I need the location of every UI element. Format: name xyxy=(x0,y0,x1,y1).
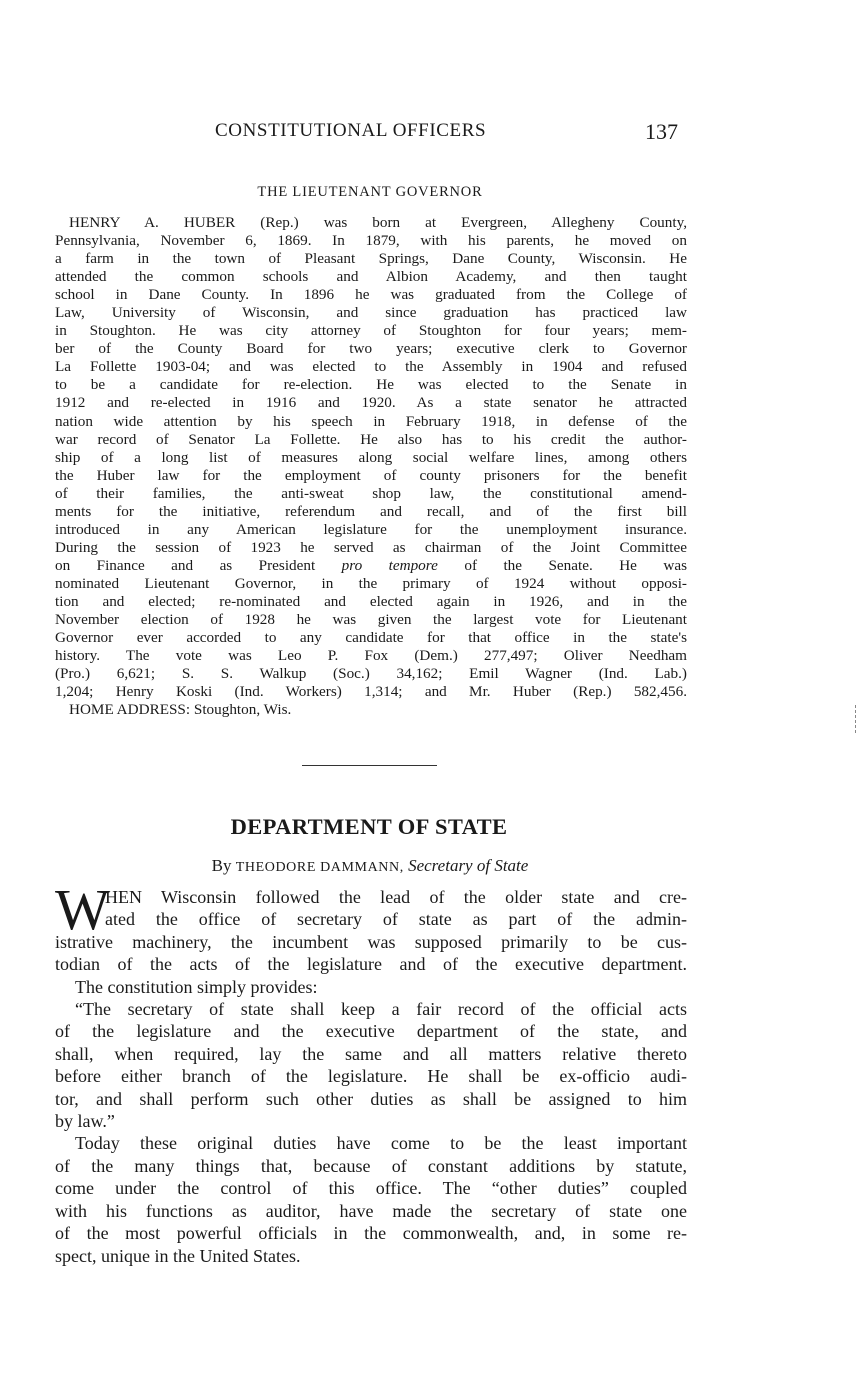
department-title: DEPARTMENT OF STATE xyxy=(230,814,508,839)
bio-line: 1912 and re-elected in 1916 and 1920. As a state senator he attracted xyxy=(55,394,687,412)
body-line: spect, unique in the United States. xyxy=(55,1245,301,1266)
section-divider xyxy=(302,765,437,766)
body-line: todian of the acts of the legislature and of the executive department. xyxy=(55,954,687,975)
bio-line: introduced in any American legislature for the unemployment insurance. xyxy=(55,520,687,538)
lieutenant-governor-biography xyxy=(55,214,687,719)
department-of-state-text xyxy=(55,877,687,1267)
bio-text: of the Senate. He was xyxy=(464,556,687,574)
bio-line-pro-tempore xyxy=(55,557,687,575)
page-number: 137 xyxy=(645,119,678,144)
quote-line: shall, when required, lay the same and all matters relative thereto xyxy=(55,1043,687,1064)
quote-line: of the legislature and the executive department of the state, and xyxy=(55,1021,687,1042)
bio-line: to be a candidate for re-election. He was elected to the Senate in xyxy=(55,376,687,394)
bio-line: a farm in the town of Pleasant Springs, Dane County, Wisconsin. He xyxy=(55,250,687,268)
bio-line: ber of the County Board for two years; executive clerk to Governor xyxy=(55,340,687,358)
body-line: istrative machinery, the incumbent was supposed primarily to be cus- xyxy=(55,931,687,952)
margin-scan-mark xyxy=(855,705,857,733)
bio-line: 1,204; Henry Koski (Ind. Workers) 1,314; and Mr. Huber (Rep.) 582,456. xyxy=(55,683,687,701)
body-line: HEN Wisconsin followed the lead of the older state and cre- xyxy=(105,887,687,907)
bio-text: on Finance and as President xyxy=(55,556,316,574)
byline-by: By xyxy=(211,856,232,875)
bio-line: (Pro.) 6,621; S. S. Walkup (Soc.) 34,162; Emil Wagner (Ind. Lab.) xyxy=(55,665,687,683)
running-head: CONSTITUTIONAL OFFICERS xyxy=(215,120,487,141)
body-line: ated the office of secretary of state as part of the admin- xyxy=(105,909,687,930)
drop-cap: W xyxy=(55,877,110,942)
bio-line: Governor ever accorded to any candidate for that office in the state's xyxy=(55,629,687,647)
bio-line: in Stoughton. He was city attorney of Stoughton for four years; mem- xyxy=(55,322,687,340)
bio-line: the Huber law for the employment of county prisoners for the benefit xyxy=(55,466,687,484)
bio-line: La Follette 1903-04; and was elected to the Assembly in 1904 and refused xyxy=(55,358,687,376)
byline xyxy=(0,856,740,876)
quote-line: before either branch of the legislature. He shall be ex-officio audi- xyxy=(55,1066,687,1087)
byline-role: Secretary of State xyxy=(408,856,529,875)
bio-line: During the session of 1923 he served as chairman of the Joint Committee xyxy=(55,538,687,556)
bio-line: nominated Lieutenant Governor, in the primary of 1924 without opposi- xyxy=(55,574,687,592)
bio-line: history. The vote was Leo P. Fox (Dem.) 277,497; Oliver Needham xyxy=(55,647,687,665)
bio-line: school in Dane County. In 1896 he was graduated from the College of xyxy=(55,286,687,304)
home-address: HOME ADDRESS: Stoughton, Wis. xyxy=(69,701,292,719)
bio-line: ship of a long list of measures along social welfare lines, among others xyxy=(55,448,687,466)
pro-tempore-italic: pro tempore xyxy=(341,556,438,574)
quote-line: tor, and shall perform such other duties as shall be assigned to him xyxy=(55,1088,687,1109)
bio-line: HENRY A. HUBER (Rep.) was born at Evergreen, Allegheny County, xyxy=(69,214,687,231)
bio-line: of their families, the anti-sweat shop law, the constitutional amend- xyxy=(55,484,687,502)
bio-line: nation wide attention by his speech in February 1918, in defense of the xyxy=(55,412,687,430)
bio-line: war record of Senator La Follette. He also has to his credit the author- xyxy=(55,430,687,448)
body-line: with his functions as auditor, have made the secretary of state one xyxy=(55,1200,687,1221)
byline-name: THEODORE DAMMANN, xyxy=(235,860,404,875)
body-line: of the many things that, because of constant additions by statute, xyxy=(55,1155,687,1176)
bio-line: tion and elected; re-nominated and elected again in 1926, and in the xyxy=(55,592,687,610)
bio-line: Pennsylvania, November 6, 1869. In 1879, with his parents, he moved on xyxy=(55,232,687,250)
section-title-lieutenant-governor: THE LIEUTENANT GOVERNOR xyxy=(257,184,483,200)
bio-line: ments for the initiative, referendum and recall, and of the first bill xyxy=(55,502,687,520)
bio-line: Law, University of Wisconsin, and since graduation has practiced law xyxy=(55,304,687,322)
quote-line: “The secretary of state shall keep a fair record of the official acts xyxy=(75,999,687,1020)
body-line: come under the control of this office. The “other duties” coupled xyxy=(55,1178,687,1199)
bio-line: November election of 1928 he was given the largest vote for Lieutenant xyxy=(55,611,687,629)
body-line: of the most powerful officials in the commonwealth, and, in some re- xyxy=(55,1223,687,1244)
quote-line: by law.” xyxy=(55,1111,115,1132)
body-line: The constitution simply provides: xyxy=(75,976,318,997)
bio-line: attended the common schools and Albion Academy, and then taught xyxy=(55,268,687,286)
body-line: Today these original duties have come to be the least important xyxy=(75,1133,687,1154)
